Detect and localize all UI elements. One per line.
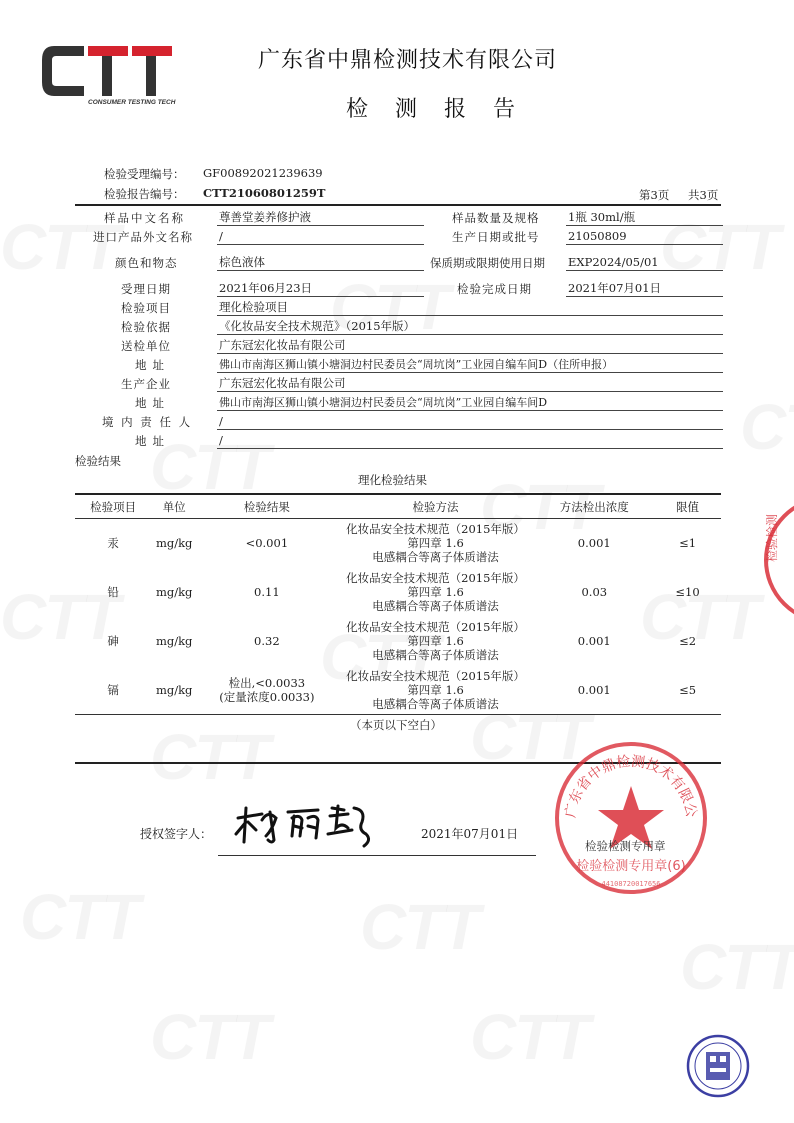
row-method: 化妆品安全技术规范（2015年版） 第四章 1.6 电感耦合等离子体质谱法 <box>346 619 525 662</box>
company-name: 广东省中鼎检测技术有限公司 <box>258 48 558 73</box>
row-limit: ≤2 <box>679 633 697 648</box>
sample-cn-label: 样品中文名称 <box>104 211 185 225</box>
sender-label: 送检单位 <box>121 339 171 353</box>
basis-value: 《化妆品安全技术规范》（2015年版） <box>217 319 723 335</box>
accept-date-label: 受理日期 <box>121 282 171 296</box>
manufacturer-label: 生产企业 <box>121 377 171 391</box>
signatory-label: 授权签字人： <box>140 827 213 841</box>
watermark <box>680 930 794 1004</box>
sample-cn-value: 尊善堂姜养修护液 <box>217 210 424 226</box>
domestic-value: / <box>217 414 723 430</box>
qty-value: 1瓶 30ml/瓶 <box>566 210 723 226</box>
row-item: 镉 <box>107 682 119 697</box>
row-limit: ≤5 <box>679 682 697 697</box>
domestic-addr-value: / <box>217 433 723 449</box>
blank-note: （本页以下空白） <box>350 718 442 732</box>
domestic-addr-label: 地址 <box>135 434 170 448</box>
accept-no: GF00892021239639 <box>203 166 323 180</box>
row-lod: 0.03 <box>581 584 608 599</box>
row-item: 铅 <box>107 584 119 599</box>
row-unit: mg/kg <box>155 535 193 550</box>
manufacturer-value: 广东冠宏化妆品有限公司 <box>217 376 723 392</box>
results-table <box>75 496 721 714</box>
table-row <box>75 518 721 567</box>
ctt-logo <box>36 40 176 112</box>
watermark <box>150 1000 268 1074</box>
table-bottom-border <box>75 714 721 715</box>
watermark <box>470 1000 588 1074</box>
row-result: 检出,<0.0033 (定量浓度0.0033) <box>219 675 315 704</box>
manufacturer-addr-label: 地址 <box>135 396 170 410</box>
table-top-border <box>75 493 721 495</box>
col-limit: 限值 <box>676 500 700 514</box>
finish-date-label: 检验完成日期 <box>457 282 532 296</box>
page-total: 共3页 <box>688 188 719 202</box>
sender-value: 广东冠宏化妆品有限公司 <box>217 338 723 354</box>
logo-subtext: CONSUMER TESTING TECH <box>88 99 176 106</box>
row-lod: 0.001 <box>577 535 611 550</box>
watermark <box>740 390 794 464</box>
col-method: 检验方法 <box>412 500 459 514</box>
signature-line <box>218 855 536 856</box>
report-no: CTT21060801259T <box>203 186 326 200</box>
col-result: 检验结果 <box>243 500 290 514</box>
company-seal <box>551 738 711 898</box>
seal-outer-text: 广东省中鼎检测技术有限公 <box>562 753 700 820</box>
watermark <box>0 210 118 284</box>
item-label: 检验项目 <box>121 301 171 315</box>
row-item: 砷 <box>107 633 119 648</box>
accept-no-label: 检验受理编号： <box>104 167 185 181</box>
watermark <box>20 880 138 954</box>
results-table-title: 理化检验结果 <box>358 473 427 487</box>
svg-text:检验检测: 检验检测 <box>765 513 779 562</box>
watermark <box>360 890 478 964</box>
row-method: 化妆品安全技术规范（2015年版） 第四章 1.6 电感耦合等离子体质谱法 <box>346 570 525 613</box>
results-section-label: 检验结果 <box>75 454 121 468</box>
import-name-label: 进口产品外文名称 <box>93 230 193 244</box>
watermark <box>150 720 268 794</box>
table-row <box>75 616 721 665</box>
qty-label: 样品数量及规格 <box>452 211 540 225</box>
report-title: 检 测 报 告 <box>346 97 525 122</box>
seal-inner-text: 检验检测专用章(6) <box>576 859 686 874</box>
row-method: 化妆品安全技术规范（2015年版） 第四章 1.6 电感耦合等离子体质谱法 <box>346 521 525 564</box>
col-unit: 单位 <box>162 500 186 514</box>
col-item: 检验项目 <box>90 500 137 514</box>
row-result: 0.32 <box>254 633 280 648</box>
row-item: 汞 <box>107 535 119 550</box>
sender-addr-value: 佛山市南海区狮山镇小塘洞边村民委员会“周坑岗”工业园自编车间D（住所申报） <box>217 357 723 373</box>
prod-date-value: 21050809 <box>566 229 723 245</box>
paging-seal <box>760 492 794 628</box>
row-lod: 0.001 <box>577 682 611 697</box>
manufacturer-addr-value: 佛山市南海区狮山镇小塘洞边村民委员会“周坑岗”工业园自编车间D <box>217 395 723 411</box>
color-label: 颜色和物态 <box>115 256 178 270</box>
row-lod: 0.001 <box>577 633 611 648</box>
seal-number: 44108720017656 <box>601 880 661 888</box>
finish-date-value: 2021年07月01日 <box>566 281 723 297</box>
row-unit: mg/kg <box>155 584 193 599</box>
report-no-label: 检验报告编号： <box>104 187 185 201</box>
stamp-caption: 检验检测专用章 <box>585 839 666 853</box>
row-limit: ≤1 <box>679 535 697 550</box>
sender-addr-label: 地址 <box>135 358 170 372</box>
row-result: <0.001 <box>245 535 289 550</box>
color-value: 棕色液体 <box>217 255 424 271</box>
expiry-label: 保质期或限期使用日期 <box>430 256 545 270</box>
import-name-value: / <box>217 229 424 245</box>
signature-date: 2021年07月01日 <box>421 827 519 841</box>
table-header-row <box>75 496 721 518</box>
table-row <box>75 567 721 616</box>
item-value: 理化检验项目 <box>217 300 723 316</box>
col-lod: 方法检出浓度 <box>559 500 629 514</box>
prod-date-label: 生产日期或批号 <box>452 230 540 244</box>
qr-seal <box>686 1034 750 1098</box>
expiry-value: EXP2024/05/01 <box>566 255 723 271</box>
table-row <box>75 665 721 714</box>
accept-date-value: 2021年06月23日 <box>217 281 424 297</box>
row-method: 化妆品安全技术规范（2015年版） 第四章 1.6 电感耦合等离子体质谱法 <box>346 668 525 711</box>
page-number: 第3页 <box>639 188 670 202</box>
row-unit: mg/kg <box>155 682 193 697</box>
row-limit: ≤10 <box>675 584 700 599</box>
row-unit: mg/kg <box>155 633 193 648</box>
domestic-label: 境 内 责 任 人 <box>102 415 193 429</box>
row-result: 0.11 <box>254 584 280 599</box>
divider <box>75 204 721 206</box>
handwritten-signature <box>232 800 382 850</box>
basis-label: 检验依据 <box>121 320 171 334</box>
